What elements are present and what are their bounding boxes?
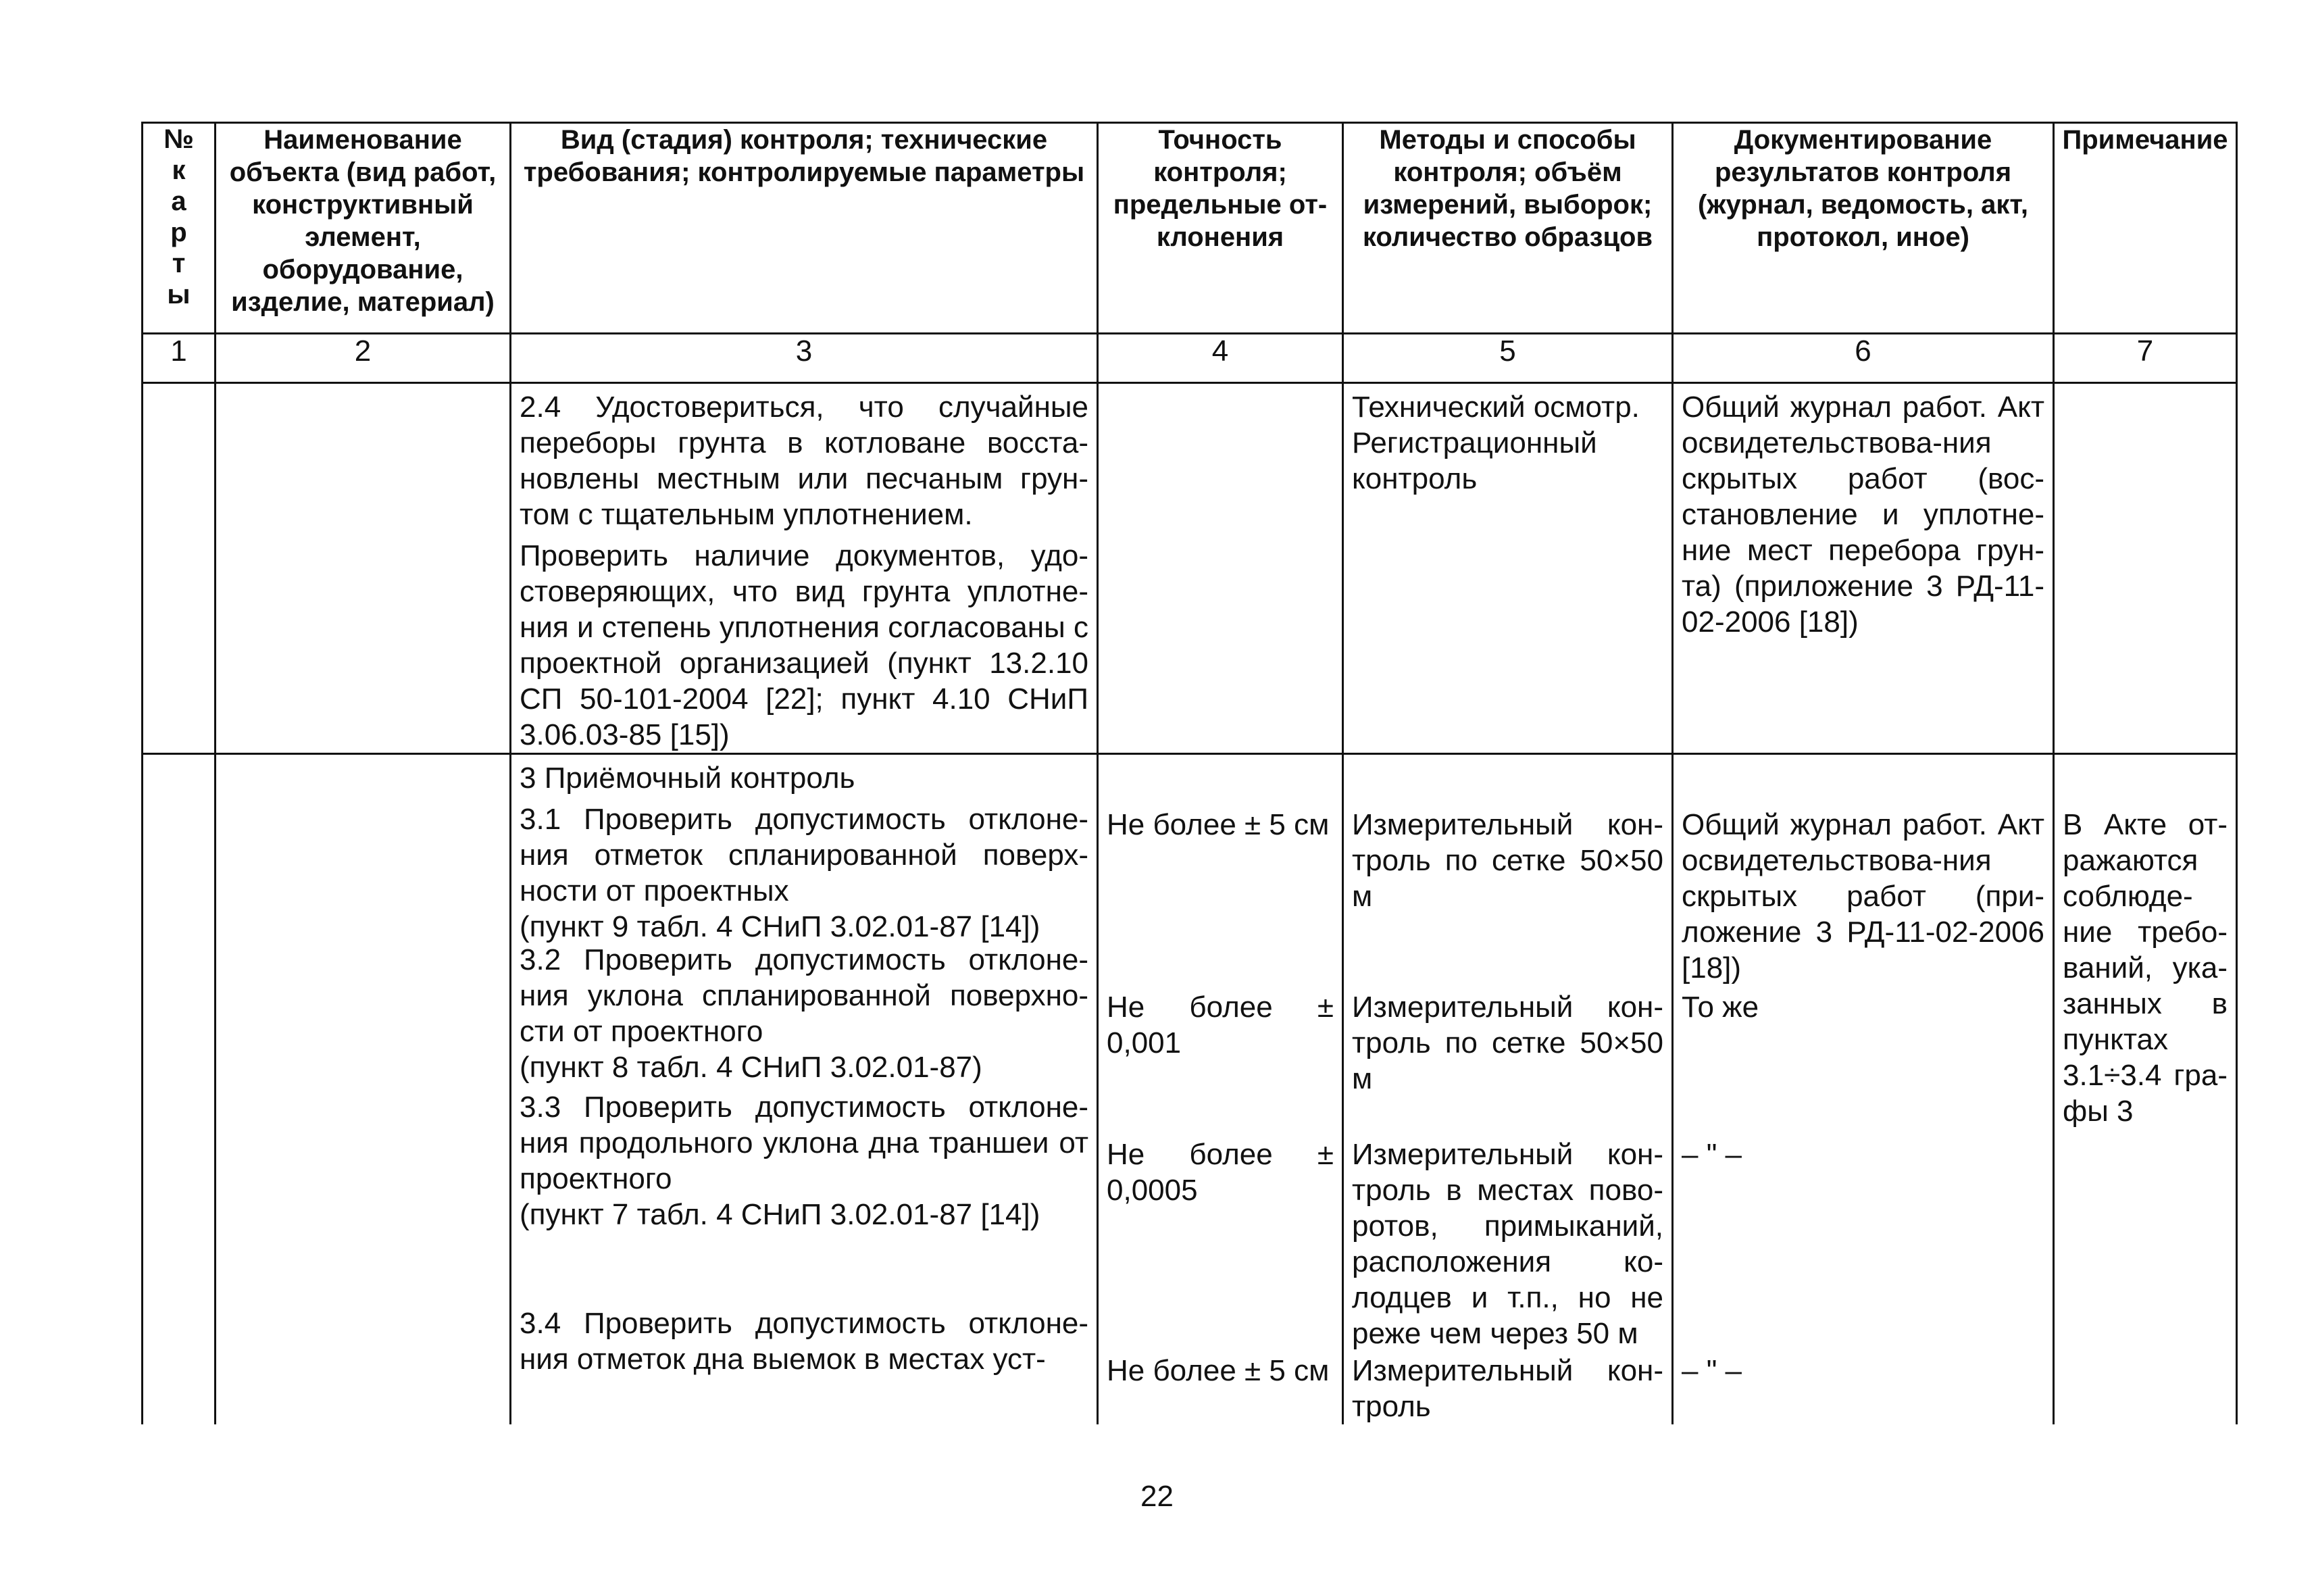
- column-number: 4: [1098, 334, 1343, 383]
- requirement-text: 2.4 Удостовериться, что случайные переборы грунта в котловане восста-новлены местным или песчаным грун-том с тщательным уплотнением.: [520, 391, 1088, 531]
- method-text: Измерительный кон-троль по сетке 50×50 м: [1352, 808, 1663, 913]
- header-note: Примечание: [2054, 123, 2237, 334]
- documentation-text: То же: [1682, 991, 1759, 1024]
- page-number: 22: [1140, 1480, 1174, 1513]
- accuracy-value: Не более ± 0,0005: [1107, 1138, 1334, 1207]
- column-number: 3: [511, 334, 1098, 383]
- table-row: [143, 383, 2237, 754]
- documentation-text: Общий журнал работ. Акт освидетельствова-ния скрытых работ (при-ложение 3 РД-11-02-2006 [18]): [1682, 808, 2044, 984]
- note-text: В Акте от-ражаются соблюде-ние требо-ваний, ука-занных в пунктах 3.1÷3.4 гра-фы 3: [2063, 808, 2228, 1128]
- requirement-ref: (пункт 7 табл. 4 СНиП 3.02.01-87 [14]): [520, 1198, 1040, 1231]
- column-number: 6: [1673, 334, 2054, 383]
- method-text: Измерительный кон-троль в местах пово-ротов, примыканий, расположения ко-лодцев и т.п., но не реже чем через 50 м: [1352, 1138, 1663, 1350]
- requirement-text: 3.2 Проверить допустимость отклоне-ния уклона спланированной поверхно-сти от проектного: [520, 943, 1088, 1048]
- requirement-text: Проверить наличие документов, удо-стоверяющих, что вид грунта уплотне-ния и степень уплотнения согласованы с проектной организацией (пункт 13.2.10 СП 50-101-2004 [22]; пункт 4.10 СНиП 3.06.03-85 [15]): [520, 539, 1088, 751]
- requirement-text: 3.1 Проверить допустимость отклоне-ния отметок спланированной поверх-ности от проектных: [520, 803, 1088, 907]
- accuracy-value: Не более ± 5 см: [1107, 1354, 1330, 1387]
- column-number: 1: [143, 334, 216, 383]
- accuracy-value: Не более ± 5 см: [1107, 808, 1330, 841]
- control-table: [141, 122, 2238, 1424]
- table-row: [143, 754, 2237, 1425]
- documentation-text: – " –: [1682, 1138, 1742, 1171]
- header-methods: Методы и способы контроля; объём измерений, выборок; количество образцов: [1343, 123, 1673, 334]
- method-text: Измерительный кон-троль по сетке 50×50 м: [1352, 991, 1663, 1095]
- column-number: 5: [1343, 334, 1673, 383]
- column-number: 7: [2054, 334, 2237, 383]
- header-documentation: Документирование результатов контроля (журнал, ведомость, акт, протокол, иное): [1673, 123, 2054, 334]
- header-card-number: № к а р т ы: [143, 123, 216, 334]
- header-row: [143, 123, 2237, 334]
- header-object: Наименование объекта (вид работ, конструктивный элемент, оборудование, изделие, материал): [216, 123, 511, 334]
- accuracy-value: Не более ± 0,001: [1107, 991, 1334, 1059]
- header-control-type: Вид (стадия) контроля; технические требования; контролируемые параметры: [511, 123, 1098, 334]
- requirement-ref: (пункт 9 табл. 4 СНиП 3.02.01-87 [14]): [520, 910, 1040, 943]
- column-number: 2: [216, 334, 511, 383]
- header-accuracy: Точность контроля; предельные от-клонения: [1098, 123, 1343, 334]
- column-number-row: [143, 334, 2237, 383]
- requirement-text: 3.4 Проверить допустимость отклоне-ния отметок дна выемок в местах уст-: [520, 1307, 1088, 1376]
- documentation-text: – " –: [1682, 1354, 1742, 1387]
- section-title: 3 Приёмочный контроль: [520, 762, 855, 795]
- method-text: Измерительный кон-троль: [1352, 1354, 1663, 1423]
- method-text: Технический осмотр. Регистрационный контроль: [1352, 391, 1640, 495]
- documentation-text: Общий журнал работ. Акт освидетельствова-ния скрытых работ (вос-становление и уплотне-ние мест перебора грун-та) (приложение 3 РД-11-02-2006 [18]): [1682, 391, 2044, 639]
- requirement-ref: (пункт 8 табл. 4 СНиП 3.02.01-87): [520, 1051, 982, 1084]
- requirement-text: 3.3 Проверить допустимость отклоне-ния продольного уклона дна траншеи от проектного: [520, 1091, 1088, 1195]
